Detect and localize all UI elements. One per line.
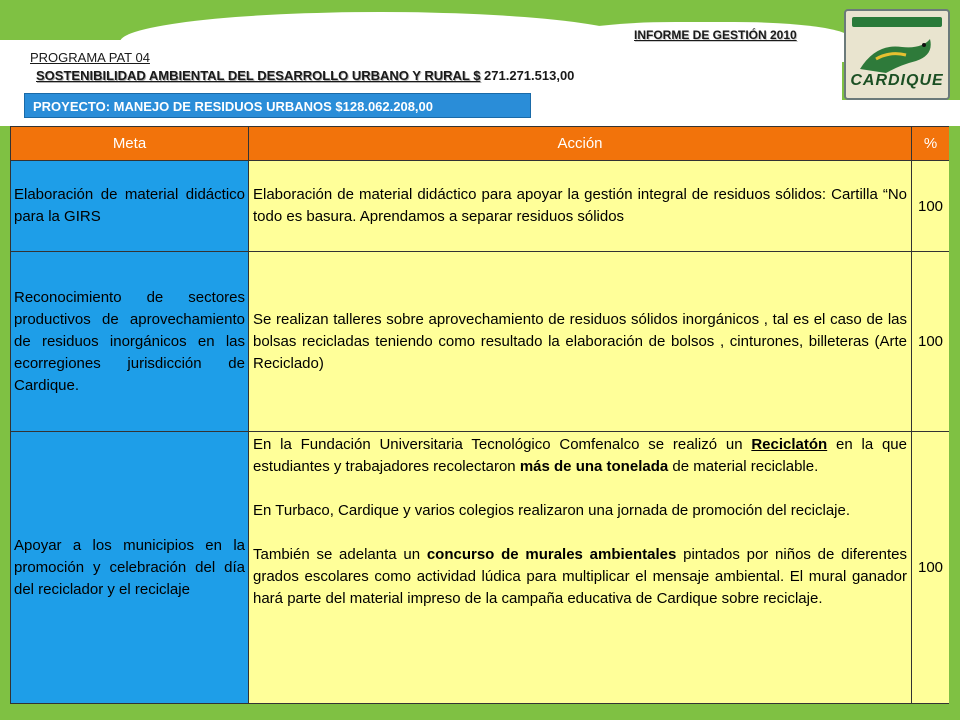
row-3-meta-text: Apoyar a los municipios en la promoción y celebración del día del reciclador y el reciclaje xyxy=(14,536,245,598)
table-row-3-meta xyxy=(11,432,249,703)
row-3-p1-tonelada: más de una tonelada xyxy=(519,458,669,475)
row-3-accion-paragraph-2: En Turbaco, Cardique y varios colegios realizaron una jornada de promoción del reciclaje. xyxy=(253,502,850,519)
table-row-1-percent xyxy=(912,161,949,252)
column-header-accion-label: Acción xyxy=(557,135,603,152)
row-3-p3-a: También se adelanta un xyxy=(253,546,427,563)
column-header-accion xyxy=(249,127,912,161)
row-2-meta-text: Reconocimiento de sectores productivos de aprovechamiento de residuos inorgánicos en las ecorregiones jurisdicción de Cardique. xyxy=(14,288,245,394)
row-3-percent-value: 100 xyxy=(917,559,944,576)
row-3-accion-paragraph-3 xyxy=(253,544,907,610)
column-header-meta-label: Meta xyxy=(112,135,147,152)
row-1-accion-text: Elaboración de material didáctico para apoyar la gestión integral de residuos sólidos: Cartilla “No todo es basura. Aprendamos a separar residuos sólidos xyxy=(253,186,907,225)
subprogram-title: SOSTENIBILIDAD AMBIENTAL DEL DESARROLLO URBANO Y RURAL $ xyxy=(36,68,481,83)
table-row-1-meta xyxy=(11,161,249,252)
subprogram-label xyxy=(36,68,574,83)
row-3-p1-reciclaton: Reciclatón xyxy=(751,436,828,453)
column-header-percent xyxy=(912,127,949,161)
column-header-meta xyxy=(11,127,249,161)
row-3-p1-a: En la Fundación Universitaria Tecnológico Comfenalco se realizó un xyxy=(253,436,752,453)
column-header-percent-label: % xyxy=(923,135,938,152)
actions-table xyxy=(10,126,949,704)
row-3-p1-e: de material reciclable. xyxy=(668,458,819,475)
table-row-3-percent xyxy=(912,432,949,703)
row-3-p3-c: pintados por niños de diferentes grados escolares como actividad lúdica para multiplicar el mensaje ambiental. El mural ganador hará parte del material impreso de la campaña educativa de Cardique sobre reciclaje. xyxy=(253,546,907,607)
cardique-logo xyxy=(844,9,950,100)
table-row-3-accion xyxy=(249,432,912,703)
report-title: INFORME DE GESTIÓN 2010 xyxy=(634,28,797,42)
row-2-accion-text: Se realizan talleres sobre aprovechamiento de residuos sólidos inorgánicos , tal es el caso de las bolsas recicladas teniendo como resultado la elaboración de bolsos , cinturones, billeteras (Arte Reciclado) xyxy=(253,310,907,372)
table-row-2-meta xyxy=(11,252,249,432)
project-banner: PROYECTO: MANEJO DE RESIDUOS URBANOS $128.062.208,00 xyxy=(24,93,531,118)
table-row-2-accion xyxy=(249,252,912,432)
row-3-accion-paragraph-1 xyxy=(253,434,907,478)
program-label: PROGRAMA PAT 04 xyxy=(30,50,150,65)
table-row-1-accion xyxy=(249,161,912,252)
row-2-percent-value: 100 xyxy=(917,333,944,350)
row-3-p1-c: en la que estudiantes y trabajadores recolectaron xyxy=(253,436,907,475)
white-logo-area xyxy=(820,100,960,126)
logo-text: CARDIQUE xyxy=(850,72,944,89)
subprogram-amount: 271.271.513,00 xyxy=(480,68,575,83)
row-3-p3-murales: concurso de murales ambientales xyxy=(426,546,677,563)
row-1-percent-value: 100 xyxy=(917,197,944,215)
table-row-2-percent xyxy=(912,252,949,432)
row-1-meta-text: Elaboración de material didáctico para la GIRS xyxy=(14,186,245,225)
